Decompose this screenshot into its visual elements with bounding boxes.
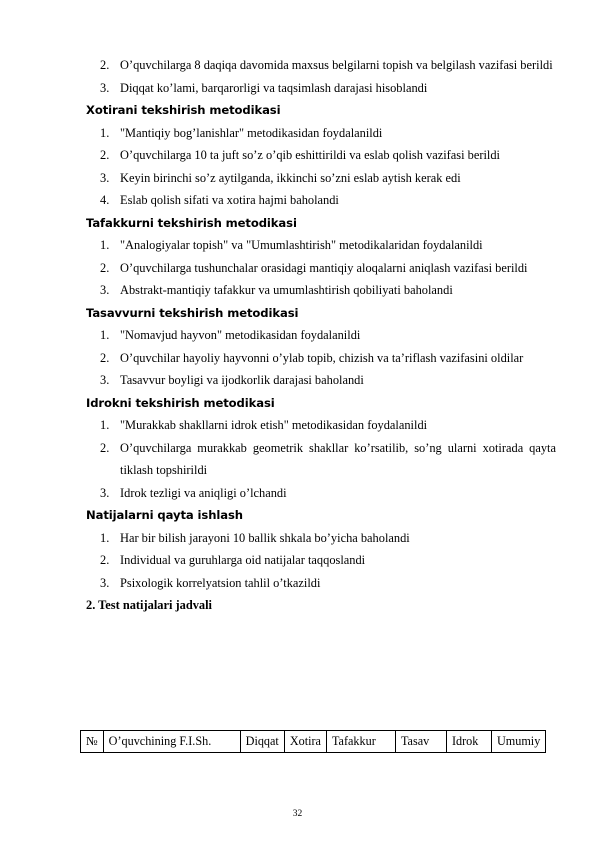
- list-text: Tasavvur boyligi va ijodkorlik darajasi baholandi: [120, 373, 364, 387]
- processing-list: [86, 527, 556, 595]
- list-text: Psixologik korrelyatsion tahlil o’tkazildi: [120, 575, 321, 590]
- table-header-cell: Idrok: [446, 731, 491, 753]
- list-item: [86, 144, 556, 167]
- list-item: [86, 324, 556, 347]
- list-number: 3.: [100, 170, 110, 185]
- list-text: Individual va guruhlarga oid natijalar taqqoslandi: [120, 553, 366, 567]
- list-text: O’quvchilarga tushunchalar orasidagi mantiqiy aloqalarni aniqlash vazifasi berildi: [120, 260, 528, 275]
- list-item: [86, 414, 556, 437]
- table-header-cell: Xotira: [284, 731, 326, 753]
- memory-list: [86, 122, 556, 212]
- list-text: Har bir bilish jarayoni 10 ballik shkala bo’yicha baholandi: [120, 530, 410, 545]
- list-text: Diqqat ko’lami, barqarorligi va taqsimlash darajasi hisoblandi: [120, 80, 428, 95]
- list-number: 2.: [100, 58, 110, 72]
- list-text: Idrok tezligi va aniqligi o’lchandi: [120, 485, 287, 500]
- attention-list: [86, 54, 556, 99]
- list-text: "Analogiyalar topish" va "Umumlashtirish" metodikalaridan foydalanildi: [120, 238, 483, 252]
- list-text: Abstrakt-mantiqiy tafakkur va umumlashtirish qobiliyati baholandi: [120, 283, 453, 297]
- list-number: 2.: [100, 350, 110, 365]
- list-text: Eslab qolish sifati va xotira hajmi baholandi: [120, 193, 339, 207]
- table-header-cell: O’quvchining F.I.Sh.: [103, 731, 240, 753]
- list-number: 1.: [100, 125, 110, 140]
- list-item: [86, 527, 556, 550]
- list-text: O’quvchilarga 10 ta juft so’z o’qib eshittirildi va eslab qolish vazifasi berildi: [120, 148, 501, 162]
- list-number: 1.: [100, 328, 110, 342]
- list-item: [86, 122, 556, 145]
- list-item: [86, 369, 556, 392]
- table-header-cell: №: [81, 731, 104, 753]
- list-number: 1.: [100, 418, 110, 432]
- list-item: [86, 54, 556, 77]
- list-number: 2.: [100, 148, 110, 162]
- list-text: O’quvchilarga 8 daqiqa davomida maxsus belgilarni topish va belgilash vazifasi berildi: [120, 58, 553, 72]
- list-item: [86, 347, 556, 370]
- document-body: [86, 54, 556, 617]
- list-number: 1.: [100, 530, 110, 545]
- list-item: [86, 77, 556, 100]
- list-item: [86, 482, 556, 505]
- table-header-cell: Tasav: [395, 731, 446, 753]
- section-heading-memory: Xotirani tekshirish metodikasi: [86, 103, 281, 117]
- list-item: [86, 234, 556, 257]
- table-header-row: [81, 731, 546, 753]
- list-item: [86, 549, 556, 572]
- page-number: 32: [292, 809, 303, 819]
- results-table: [80, 730, 546, 753]
- list-number: 2.: [100, 440, 110, 455]
- section-heading-imagination: Tasavvurni tekshirish metodikasi: [86, 305, 299, 320]
- list-number: 3.: [100, 283, 110, 297]
- list-text: "Murakkab shakllarni idrok etish" metodikasidan foydalanildi: [120, 418, 428, 432]
- list-item: [86, 189, 556, 212]
- list-number: 2.: [100, 553, 110, 567]
- section-heading-processing: Natijalarni qayta ishlash: [86, 508, 243, 522]
- table-title: 2. Test natijalari jadvali: [86, 598, 212, 612]
- list-item: [86, 257, 556, 280]
- list-item: [86, 437, 556, 482]
- section-heading-perception: Idrokni tekshirish metodikasi: [86, 395, 275, 410]
- table-header-cell: Tafakkur: [326, 731, 395, 753]
- list-item: [86, 167, 556, 190]
- imagination-list: [86, 324, 556, 392]
- thinking-list: [86, 234, 556, 302]
- list-item: [86, 572, 556, 595]
- list-text: Keyin birinchi so’z aytilganda, ikkinchi so’zni eslab aytish kerak edi: [120, 170, 461, 185]
- list-item: [86, 279, 556, 302]
- list-number: 3.: [100, 80, 110, 95]
- list-number: 2.: [100, 260, 110, 275]
- perception-list: [86, 414, 556, 504]
- list-number: 3.: [100, 373, 110, 387]
- list-text: "Nomavjud hayvon" metodikasidan foydalanildi: [120, 328, 361, 342]
- table-header-cell: Diqqat: [240, 731, 284, 753]
- list-number: 3.: [100, 575, 110, 590]
- list-text: O’quvchilar hayoliy hayvonni o’ylab topib, chizish va ta’riflash vazifasini oldilar: [120, 350, 524, 365]
- list-text: O’quvchilarga murakkab geometrik shakllar ko’rsatilib, so’ng ularni xotirada qayta tiklash topshirildi: [120, 440, 556, 477]
- section-heading-thinking: Tafakkurni tekshirish metodikasi: [86, 215, 297, 230]
- list-number: 4.: [100, 193, 110, 207]
- table-header-cell: Umumiy: [491, 731, 545, 753]
- list-text: "Mantiqiy bog’lanishlar" metodikasidan foydalanildi: [120, 125, 383, 140]
- list-number: 1.: [100, 238, 110, 252]
- list-number: 3.: [100, 485, 110, 500]
